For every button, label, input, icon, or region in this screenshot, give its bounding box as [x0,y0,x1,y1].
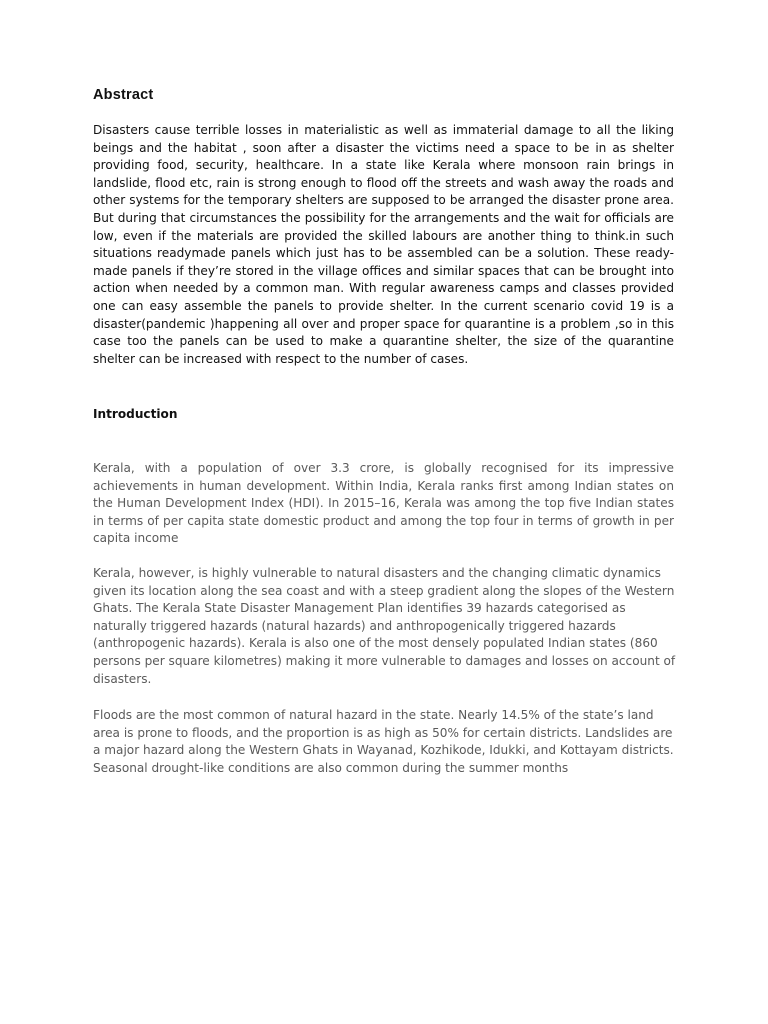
introduction-paragraph-3: Floods are the most common of natural hazard in the state. Nearly 14.5% of the state’s land area is prone to floods, and the proportion is as high as 50% for certain districts. Landslides are a major hazard along the Western Ghats in Wayanad, Kozhikode, Idukki, and Kottayam districts. Seasonal drought-like conditions are also common during the summer months [93,708,674,775]
introduction-paragraph-2: Kerala, however, is highly vulnerable to natural disasters and the changing climatic dynamics given its location along the sea coast and with a steep gradient along the slopes of the Western Ghats. The Kerala State Disaster Management Plan identifies 39 hazards categorised as naturally triggered hazards (natural hazards) and anthropogenically triggered hazards (anthropogenic hazards). Kerala is also one of the most densely populated Indian states (860 persons per square kilometres) making it more vulnerable to damages and losses on account of disasters. [93,566,676,686]
abstract-heading: Abstract [93,87,154,103]
abstract-paragraph: Disasters cause terrible losses in materialistic as well as immaterial damage to all the liking beings and the habitat , soon after a disaster the victims need a space to be in as shelter providing food, security, healthcare. In a state like Kerala where monsoon rain brings in landslide, flood etc, rain is strong enough to flood off the streets and wash away the roads and other systems for the temporary shelters are supposed to be arranged the disaster prone area. But during that circumstances the possibility for the arrangements and the wait for officials are low, even if the materials are provided the skilled labours are another thing to think.in such situations readymade panels which just has to be assembled can be a solution. These ready-made panels if they’re stored in the village offices and similar spaces that can be brought into action when needed by a common man. With regular awareness camps and classes provided one can easy assemble the panels to provide shelter. In the current scenario covid 19 is a disaster(pandemic )happening all over and proper space for quarantine is a problem ,so in this case too the panels can be used to make a quarantine shelter, the size of the quarantine shelter can be increased with respect to the number of cases. [93,123,674,366]
introduction-paragraph-1: Kerala, with a population of over 3.3 crore, is globally recognised for its impressive achievements in human development. Within India, Kerala ranks first among Indian states on the Human Development Index (HDI). In 2015–16, Kerala was among the top five Indian states in terms of per capita state domestic product and among the top four in terms of growth in per capita income [93,461,674,546]
introduction-heading: Introduction [93,407,178,421]
